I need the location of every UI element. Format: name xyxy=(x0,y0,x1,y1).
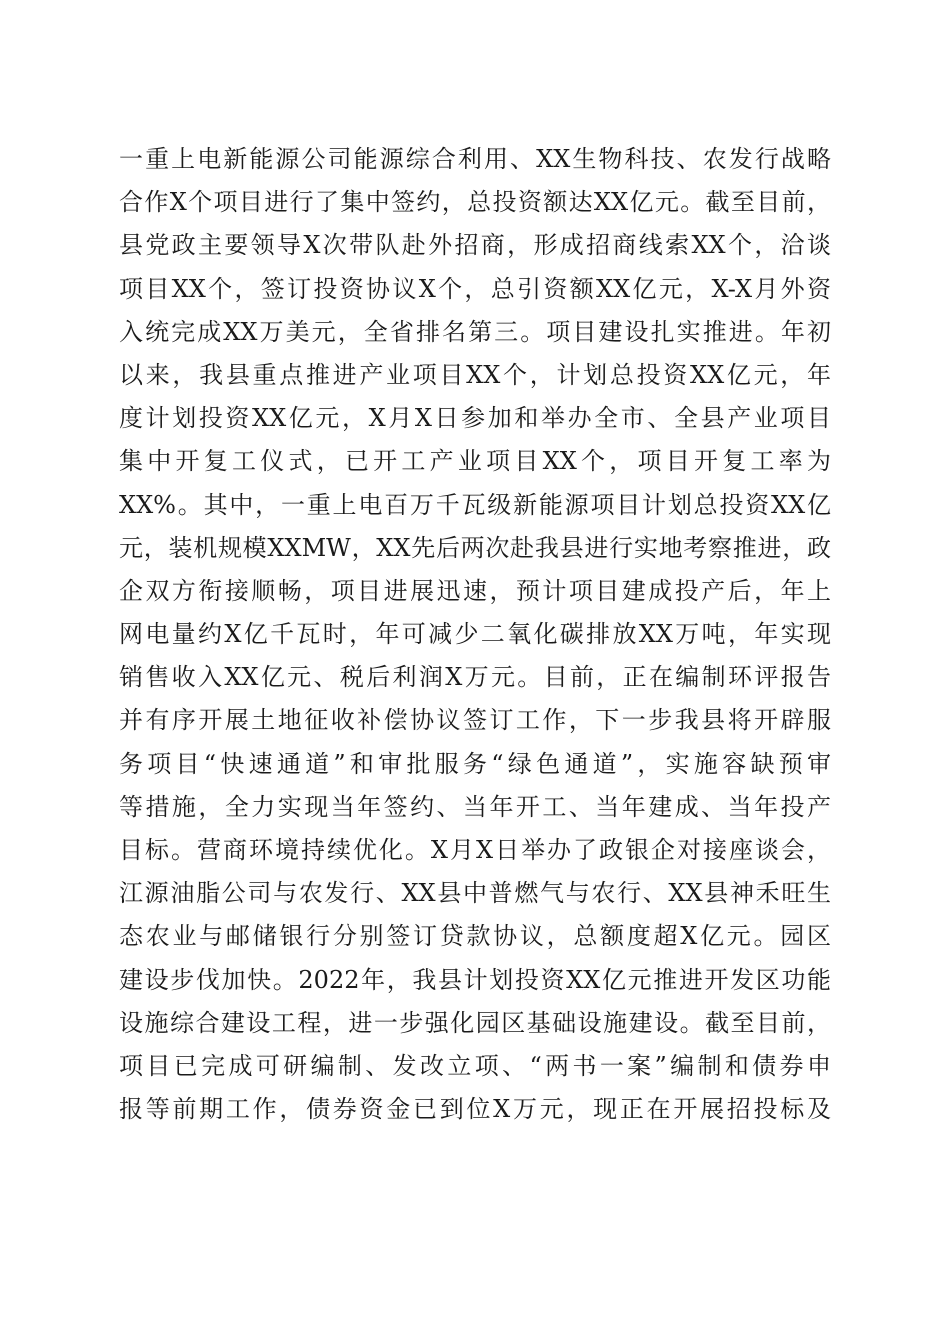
body-paragraph xyxy=(119,138,831,1131)
text-line: 等措施，全力实现当年签约、当年开工、当年建成、当年投产 xyxy=(119,792,831,821)
text-line: XX%。其中，一重上电百万千瓦级新能源项目计划总投资XX亿 xyxy=(119,490,831,519)
text-line: 集中开复工仪式，已开工产业项目XX个，项目开复工率为 xyxy=(119,447,831,476)
text-line: 项目已完成可研编制、发改立项、“两书一案”编制和债券申 xyxy=(119,1051,831,1080)
text-line: 元，装机规模XXMW，XX先后两次赴我县进行实地考察推进，政 xyxy=(119,533,831,562)
text-line: 设施综合建设工程，进一步强化园区基础设施建设。截至目前， xyxy=(119,1008,831,1037)
text-line: 以来，我县重点推进产业项目XX个，计划总投资XX亿元，年 xyxy=(119,360,831,389)
text-line: 务项目“快速通道”和审批服务“绿色通道”，实施容缺预审 xyxy=(119,749,831,778)
text-line: 目标。营商环境持续优化。X月X日举办了政银企对接座谈会， xyxy=(119,836,831,864)
text-line: 并有序开展土地征收补偿协议签订工作，下一步我县将开辟服 xyxy=(119,706,831,735)
text-line: 合作X个项目进行了集中签约，总投资额达XX亿元。截至目前， xyxy=(119,188,831,217)
text-line: 态农业与邮储银行分别签订贷款协议，总额度超X亿元。园区 xyxy=(119,922,831,951)
text-line: 销售收入XX亿元、税后利润X万元。目前，正在编制环评报告 xyxy=(119,663,831,692)
text-line: 报等前期工作，债券资金已到位X万元，现正在开展招投标及 xyxy=(119,1095,831,1124)
text-line: 企双方衔接顺畅，项目进展迅速，预计项目建成投产后，年上 xyxy=(119,576,831,605)
text-line: 入统完成XX万美元，全省排名第三。项目建设扎实推进。年初 xyxy=(119,317,831,346)
text-line: 建设步伐加快。2022年，我县计划投资XX亿元推进开发区功能 xyxy=(119,965,831,994)
text-line: 江源油脂公司与农发行、XX县中普燃气与农行、XX县神禾旺生 xyxy=(119,879,831,908)
text-line: 项目XX个，签订投资协议X个，总引资额XX亿元，X-X月外资 xyxy=(119,274,831,303)
text-line: 县党政主要领导X次带队赴外招商，形成招商线索XX个，洽谈 xyxy=(119,231,831,260)
text-line: 一重上电新能源公司能源综合利用、XX生物科技、农发行战略 xyxy=(119,145,831,173)
text-line: 网电量约X亿千瓦时，年可减少二氧化碳排放XX万吨，年实现 xyxy=(119,620,831,649)
text-line: 度计划投资XX亿元，X月X日参加和举办全市、全县产业项目 xyxy=(119,404,831,433)
